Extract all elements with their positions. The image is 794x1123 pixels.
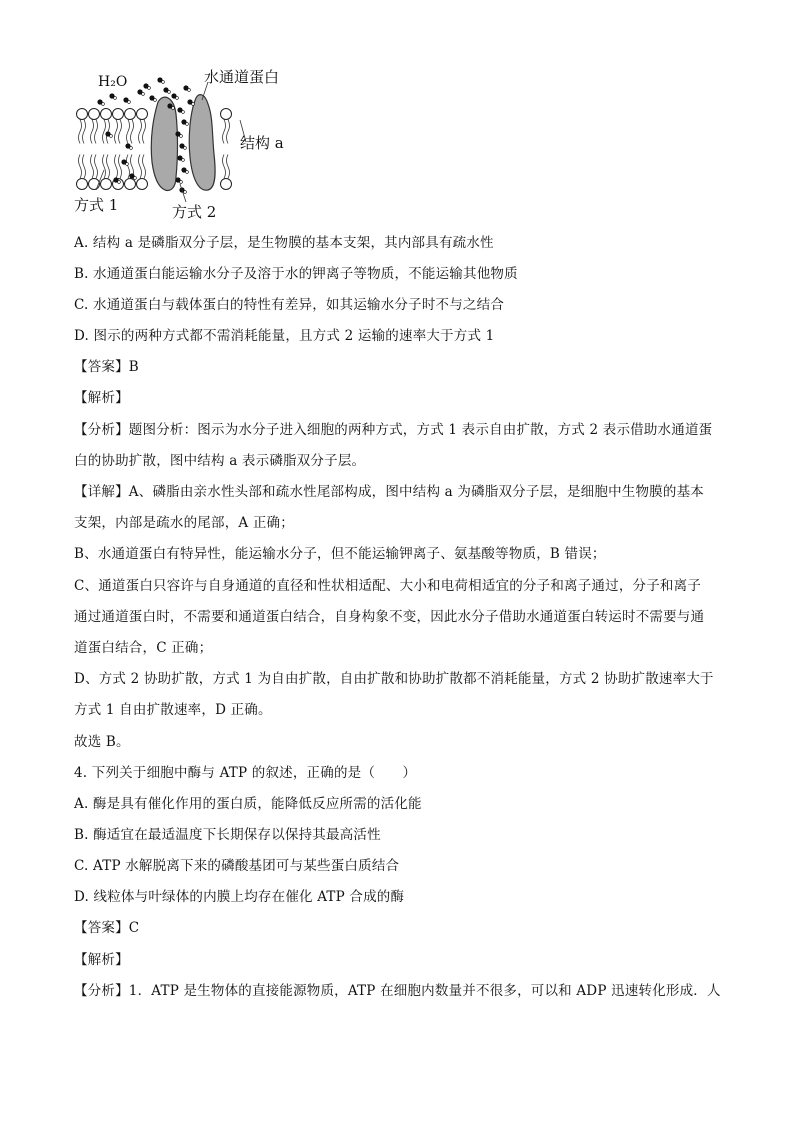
- water-hydrogen: [110, 135, 113, 138]
- q4-answer: 【答案】C: [74, 920, 140, 936]
- water-molecules: [97, 77, 194, 193]
- phospholipid-head: [113, 109, 124, 120]
- water-channel-diagram: [68, 62, 308, 222]
- phospholipid-tail: [95, 155, 98, 179]
- q3-option-b: B. 水通道蛋白能运输水分子及溶于水的钾离子等物质，不能运输其他物质: [74, 266, 518, 282]
- q3-option-d: D. 图示的两种方式都不需消耗能量，且方式 2 运输的速率大于方式 1: [74, 328, 495, 344]
- mode2-label: 方式 2: [172, 203, 217, 221]
- q3-analysis-line-9: D、方式 2 协助扩散，方式 1 为自由扩散，自由扩散和协助扩散都不消耗能量，方式 2 协助扩散速率大于: [74, 671, 714, 687]
- water-label: H₂O: [98, 74, 128, 90]
- q4-option-b: B. 酶适宜在最适温度下长期保存以保持其最高活性: [74, 827, 381, 843]
- water-hydrogen: [180, 181, 183, 184]
- phospholipid-head: [101, 109, 112, 120]
- water-hydrogen: [118, 181, 121, 184]
- q4-option-a: A. 酶是具有催化作用的蛋白质，能降低反应所需的活化能: [74, 796, 422, 812]
- water-hydrogen: [148, 87, 151, 90]
- q4-analysis-line-1: 【分析】1．ATP 是生物体的直接能源物质，ATP 在细胞内数量并不很多，可以和 ADP 迅速转化形成．人: [74, 983, 721, 999]
- phospholipid-tail: [79, 155, 82, 179]
- phospholipid-tail: [115, 155, 118, 179]
- water-hydrogen: [114, 97, 117, 100]
- water-hydrogen: [186, 123, 189, 126]
- q3-analysis-line-10: 方式 1 自由扩散速率，D 正确。: [74, 702, 272, 718]
- water-hydrogen: [176, 97, 179, 100]
- water-hydrogen: [142, 93, 145, 96]
- phospholipid-tail: [223, 120, 226, 144]
- q4-option-d: D. 线粒体与叶绿体的内膜上均存在催化 ATP 合成的酶: [74, 889, 405, 905]
- q3-analysis-heading: 【解析】: [74, 390, 129, 406]
- water-hydrogen: [172, 107, 175, 110]
- phospholipid-tail: [83, 155, 86, 179]
- protein-label: 水通道蛋白: [204, 68, 280, 86]
- phospholipid-tail: [107, 155, 110, 179]
- phospholipid-tail: [139, 120, 142, 144]
- mode1-label: 方式 1: [74, 196, 119, 214]
- phospholipid-tail: [95, 120, 98, 144]
- q3-analysis-line-3: 【详解】A、磷脂由亲水性头部和疏水性尾部构成，图中结构 a 为磷脂双分子层，是细胞中生物膜的基本: [74, 484, 704, 500]
- phospholipid-tail: [83, 120, 86, 144]
- phospholipid-head: [101, 179, 112, 190]
- water-hydrogen: [186, 171, 189, 174]
- q4-option-c: C. ATP 水解脱离下来的磷酸基团可与某些蛋白质结合: [74, 858, 400, 874]
- q3-analysis-line-2: 白的协助扩散，图中结构 a 表示磷脂双分子层。: [74, 453, 366, 469]
- water-hydrogen: [102, 103, 105, 106]
- phospholipid-tail: [223, 155, 226, 179]
- q3-analysis-line-6: C、通道蛋白只容许与自身通道的直径和性状相适配、大小和电荷相适宜的分子和离子通过，分子和离子: [74, 578, 702, 594]
- phospholipid-head: [221, 109, 232, 120]
- water-hydrogen: [128, 101, 131, 104]
- q3-analysis-line-5: B、水通道蛋白有特异性，能运输水分子，但不能运输钾离子、氨基酸等物质，B 错误；: [74, 546, 606, 562]
- water-hydrogen: [192, 103, 195, 106]
- q4-stem: 4. 下列关于细胞中酶与 ATP 的叙述，正确的是（ ）: [74, 765, 417, 781]
- water-hydrogen: [184, 147, 187, 150]
- q3-analysis-line-8: 道蛋白结合，C 正确；: [74, 640, 213, 656]
- water-hydrogen: [154, 99, 157, 102]
- phospholipid-tail: [143, 155, 146, 179]
- phospholipid-tail: [227, 155, 230, 179]
- q3-analysis-line-1: 【分析】题图分析：图示为水分子进入细胞的两种方式，方式 1 表示自由扩散，方式 2 表示借助水通道蛋: [74, 422, 713, 438]
- water-hydrogen: [134, 177, 137, 180]
- phospholipid-tail: [139, 155, 142, 179]
- phospholipid-tail: [127, 120, 130, 144]
- phospholipid-tail: [103, 155, 106, 179]
- phospholipid-head: [137, 179, 148, 190]
- phospholipid-tail: [227, 120, 230, 144]
- water-hydrogen: [126, 163, 129, 166]
- water-hydrogen: [168, 91, 171, 94]
- water-hydrogen: [182, 159, 185, 162]
- phospholipid-tail: [119, 120, 122, 144]
- phospholipid-head: [89, 109, 100, 120]
- water-hydrogen: [182, 111, 185, 114]
- q3-answer: 【答案】B: [74, 359, 139, 375]
- phospholipid-tail: [127, 155, 130, 179]
- water-hydrogen: [130, 147, 133, 150]
- structure-a-label: 结构 a: [240, 134, 284, 152]
- q3-analysis-line-4: 支架，内部是疏水的尾部，A 正确；: [74, 515, 294, 531]
- phospholipid-tail: [103, 120, 106, 144]
- phospholipid-tail: [131, 120, 134, 144]
- phospholipid-tail: [143, 120, 146, 144]
- aquaporin-protein-right: [189, 95, 215, 191]
- phospholipid-tail: [91, 155, 94, 179]
- q3-option-c: C. 水通道蛋白与载体蛋白的特性有差异，如其运输水分子时不与之结合: [74, 297, 505, 313]
- phospholipid-head: [125, 109, 136, 120]
- q3-option-a: A. 结构 a 是磷脂双分子层，是生物膜的基本支架，其内部具有疏水性: [74, 235, 494, 251]
- water-hydrogen: [180, 135, 183, 138]
- phospholipid-tail: [91, 120, 94, 144]
- q4-analysis-heading: 【解析】: [74, 952, 129, 968]
- phospholipid-tail: [115, 120, 118, 144]
- phospholipid-head: [89, 179, 100, 190]
- water-hydrogen: [184, 191, 187, 194]
- q3-conclusion: 故选 B。: [74, 734, 130, 750]
- phospholipid-head: [137, 109, 148, 120]
- phospholipid-head: [77, 179, 88, 190]
- phospholipid-tail: [119, 155, 122, 179]
- phospholipid-head: [221, 179, 232, 190]
- phospholipid-head: [125, 179, 136, 190]
- phospholipid-tail: [79, 120, 82, 144]
- water-hydrogen: [188, 89, 191, 92]
- aquaporin-protein-left: [151, 97, 177, 190]
- q3-analysis-line-7: 通过通道蛋白时，不需要和通道蛋白结合，自身构象不变，因此水分子借助水通道蛋白转运时不需要与通: [74, 609, 705, 625]
- phospholipid-head: [77, 109, 88, 120]
- water-hydrogen: [162, 81, 165, 84]
